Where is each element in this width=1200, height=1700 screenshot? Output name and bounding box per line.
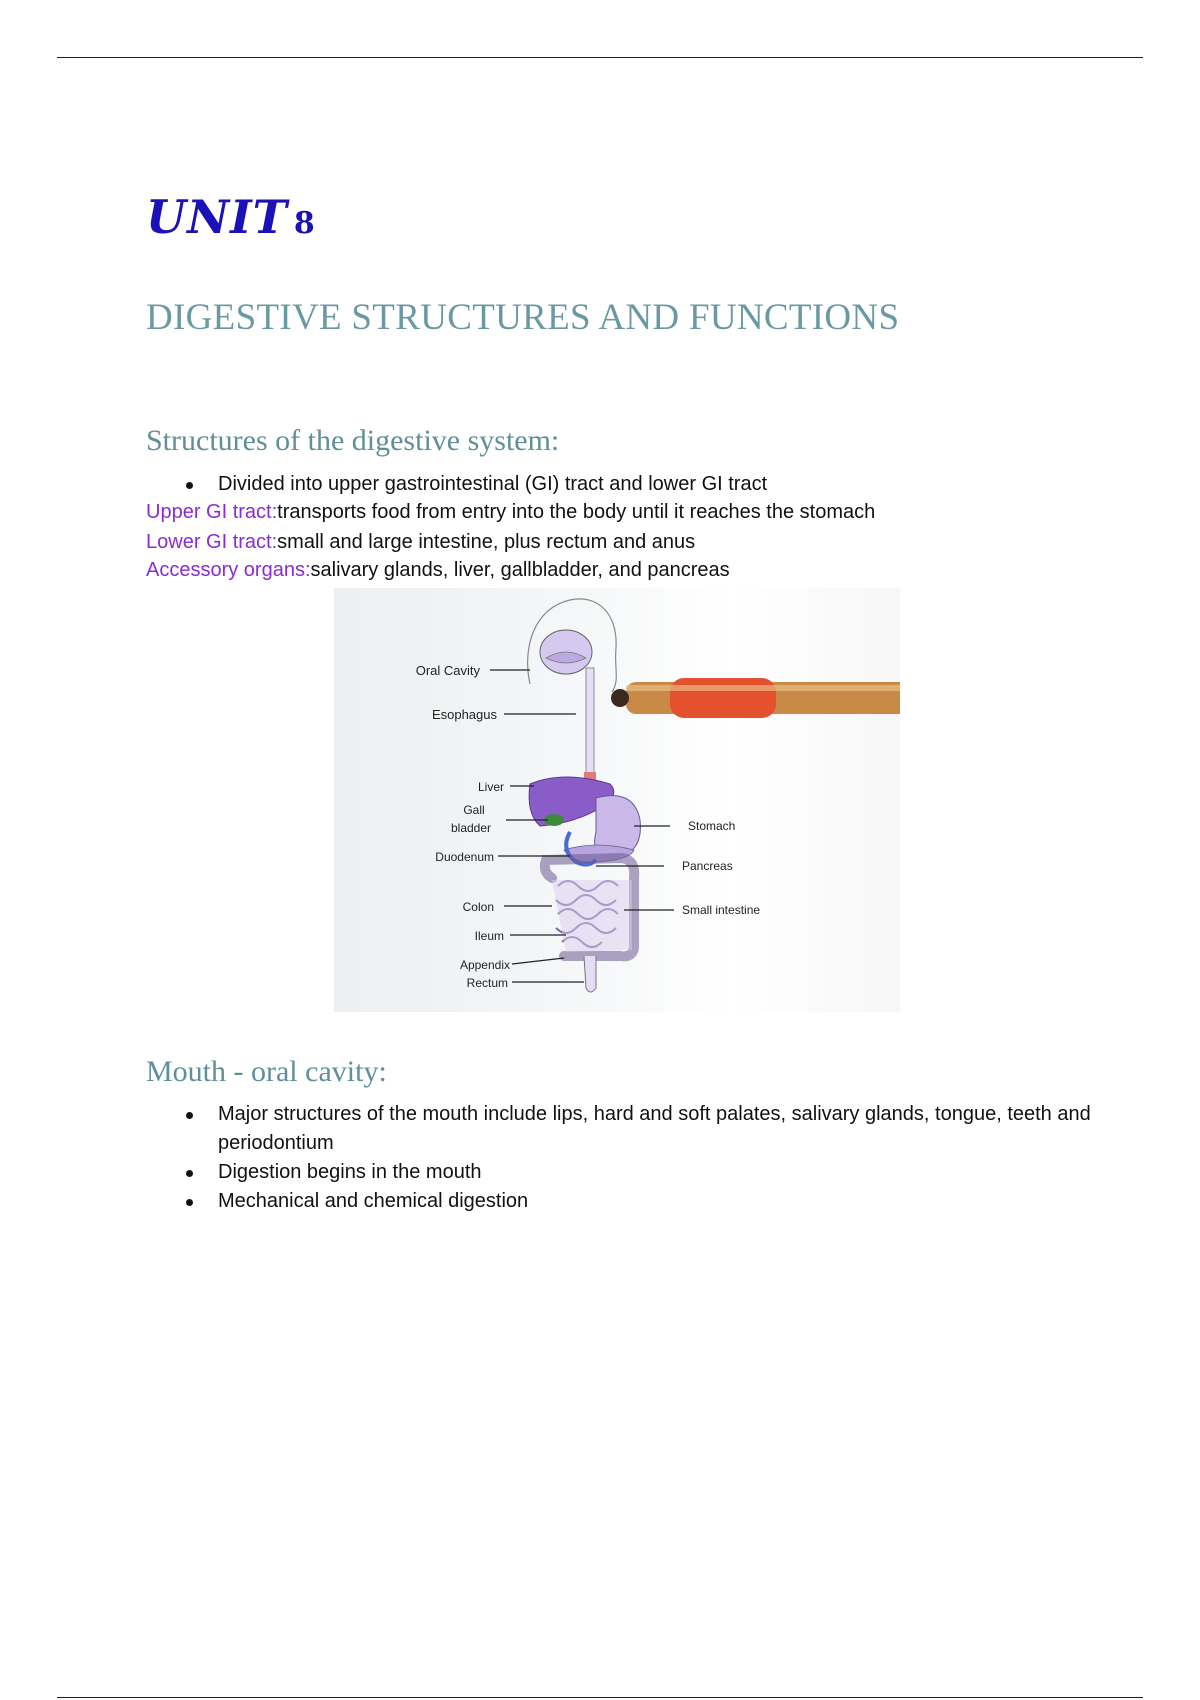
label-colon: Colon <box>462 900 494 914</box>
label-liver: Liver <box>477 780 504 794</box>
section-heading-mouth: Mouth - oral cavity: <box>146 1055 387 1088</box>
pen-highlight <box>626 685 900 691</box>
definition-lower-gi <box>146 528 695 557</box>
unit-title <box>146 190 316 244</box>
bottom-rule <box>57 1697 1143 1698</box>
label-stomach: Stomach <box>688 819 736 833</box>
list-item: Mechanical and chemical digestion <box>146 1187 1098 1216</box>
definition-term: Lower GI tract: <box>146 531 278 553</box>
pen-grip <box>670 678 776 718</box>
definition-upper-gi <box>146 498 875 527</box>
label-oral-cavity: Oral Cavity <box>415 663 480 678</box>
unit-number: 8 <box>293 206 316 241</box>
label-ileum: Ileum <box>474 929 504 943</box>
section-heading-structures: Structures of the digestive system: <box>146 424 560 457</box>
definition-text: transports food from entry into the body until it reaches the stomach <box>277 501 876 523</box>
definition-accessory-organs <box>146 556 730 585</box>
unit-word: UNIT <box>146 190 288 244</box>
list-item: Digestion begins in the mouth <box>146 1158 1098 1187</box>
rectum-shape <box>584 956 596 992</box>
label-gall: Gall <box>463 803 485 817</box>
definition-text: small and large intestine, plus rectum and anus <box>277 531 696 553</box>
label-duodenum: Duodenum <box>435 850 494 864</box>
list-item: Divided into upper gastrointestinal (GI) tract and lower GI tract <box>146 470 1098 499</box>
label-esophagus: Esophagus <box>431 707 497 722</box>
digestive-system-diagram <box>334 588 900 1012</box>
list-item: Major structures of the mouth include lips, hard and soft palates, salivary glands, tongue, teeth and periodontium <box>146 1100 1098 1158</box>
definition-term: Accessory organs: <box>146 559 311 581</box>
label-bladder: bladder <box>450 821 492 835</box>
pen-tip <box>611 689 629 707</box>
definition-text: salivary glands, liver, gallbladder, and pancreas <box>310 559 730 581</box>
intestine-fill <box>552 880 632 952</box>
label-small-intestine: Small intestine <box>682 903 761 917</box>
label-pancreas: Pancreas <box>682 859 733 873</box>
diagram-svg <box>334 588 900 1012</box>
definition-term: Upper GI tract: <box>146 501 278 523</box>
label-rectum: Rectum <box>466 976 508 990</box>
document-title: DIGESTIVE STRUCTURES AND FUNCTIONS <box>146 297 900 338</box>
mouth-bullet-list <box>146 1100 1098 1216</box>
esophagus-shape <box>586 668 594 778</box>
top-rule <box>57 57 1143 58</box>
label-appendix: Appendix <box>459 958 510 972</box>
structures-bullet-list <box>146 470 1098 499</box>
